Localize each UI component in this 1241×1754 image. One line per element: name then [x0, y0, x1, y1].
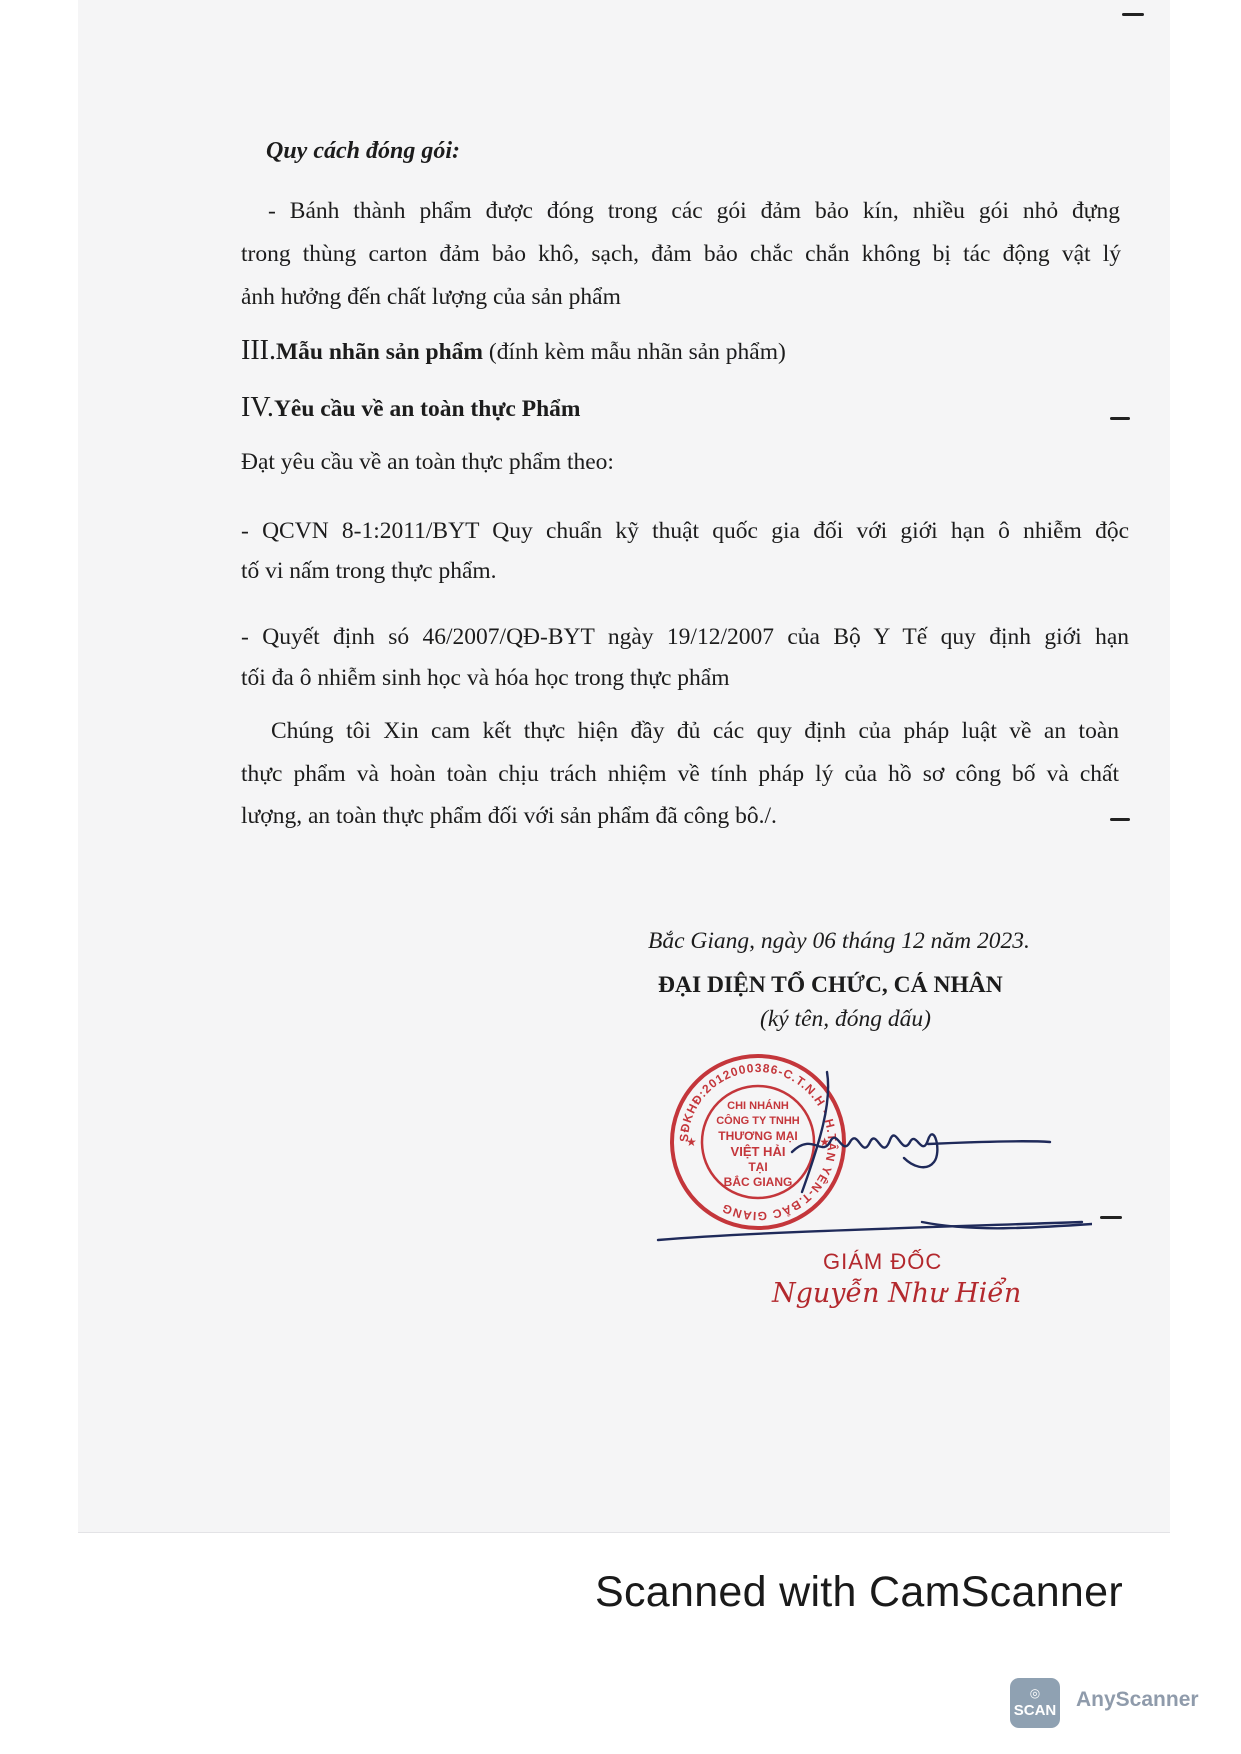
scan-mark [1122, 13, 1144, 16]
standard-2-line-2: tối đa ô nhiễm sinh học và hóa học trong thực phẩm [241, 665, 730, 691]
seal-center-line-4: VIỆT HẢI [730, 1144, 786, 1159]
sign-note: (ký tên, đóng dấu) [760, 1006, 931, 1032]
commitment-line-1: Chúng tôi Xin cam kết thực hiện đầy đủ các quy định của pháp luật về an toàn [271, 718, 1119, 744]
standard-2-line-1: - Quyết định só 46/2007/QĐ-BYT ngày 19/12/2007 của Bộ Y Tế quy định giới hạn [241, 624, 1129, 650]
section-3-title: Mẫu nhãn sản phẩm [275, 339, 483, 365]
packaging-line-1: - Bánh thành phẩm được đóng trong các gói đảm bảo kín, nhiều gói nhỏ đựng [268, 198, 1120, 224]
director-title: GIÁM ĐỐC [823, 1249, 943, 1274]
scan-mark [1110, 818, 1130, 821]
section-4-number: IV. [241, 392, 274, 423]
seal-center-line-2: CÔNG TY TNHH [716, 1115, 800, 1127]
director-name: Nguyễn Như Hiển [772, 1278, 1022, 1309]
anyscanner-name: AnyScanner [1076, 1688, 1199, 1711]
commitment-line-3: lượng, an toàn thực phẩm đối với sản phẩm đã công bô./. [241, 803, 777, 829]
section-3-heading [241, 336, 786, 367]
seal-ring-text: SĐKHĐ:2012000386-C.T.N.H - H.TÂN YÊN-T.BẮC GIANG [676, 1060, 840, 1224]
section-4-heading [241, 393, 580, 424]
scan-mark [1110, 417, 1130, 420]
scanned-with-camscanner: Scanned with CamScanner [595, 1568, 1123, 1616]
safety-intro: Đạt yêu cầu về an toàn thực phẩm theo: [241, 449, 614, 475]
seal-star-icon: ★ [819, 1135, 830, 1149]
section-3-number: III. [241, 335, 276, 366]
seal-center-line-3: THƯƠNG MẠI [718, 1129, 798, 1143]
scan-mark [1100, 1216, 1122, 1219]
seal-star-icon: ★ [686, 1135, 697, 1149]
section-4-title: Yêu cầu về an toàn thực Phẩm [273, 396, 581, 422]
anyscanner-logo-text: SCAN [1013, 1702, 1057, 1719]
standard-1-line-1: - QCVN 8-1:2011/BYT Quy chuẩn kỹ thuật quốc gia đối với giới hạn ô nhiễm độc [241, 518, 1129, 544]
place-date: Bắc Giang, ngày 06 tháng 12 năm 2023. [648, 928, 1030, 954]
anyscanner-logo-icon [1010, 1678, 1060, 1728]
packaging-heading: Quy cách đóng gói: [266, 138, 460, 164]
seal-center-line-1: CHI NHÁNH [727, 1100, 789, 1112]
handwritten-signature [652, 1062, 1092, 1242]
packaging-line-3: ảnh hưởng đến chất lượng của sản phẩm [241, 284, 621, 310]
anyscanner-logo-mark: ◎ [1029, 1686, 1041, 1700]
representative-title: ĐẠI DIỆN TỔ CHỨC, CÁ NHÂN [658, 972, 1003, 998]
seal-center-line-5: TẠI [748, 1160, 768, 1174]
packaging-line-2: trong thùng carton đảm bảo khô, sạch, đảm bảo chắc chắn không bị tác động vật lý [241, 241, 1121, 267]
commitment-line-2: thực phẩm và hoàn toàn chịu trách nhiệm về tính pháp lý của hồ sơ công bố và chất [241, 761, 1119, 787]
standard-1-line-2: tố vi nấm trong thực phẩm. [241, 558, 497, 584]
seal-center-line-6: BẮC GIANG [723, 1175, 793, 1189]
section-3-note: (đính kèm mẫu nhãn sản phẩm) [488, 339, 786, 365]
